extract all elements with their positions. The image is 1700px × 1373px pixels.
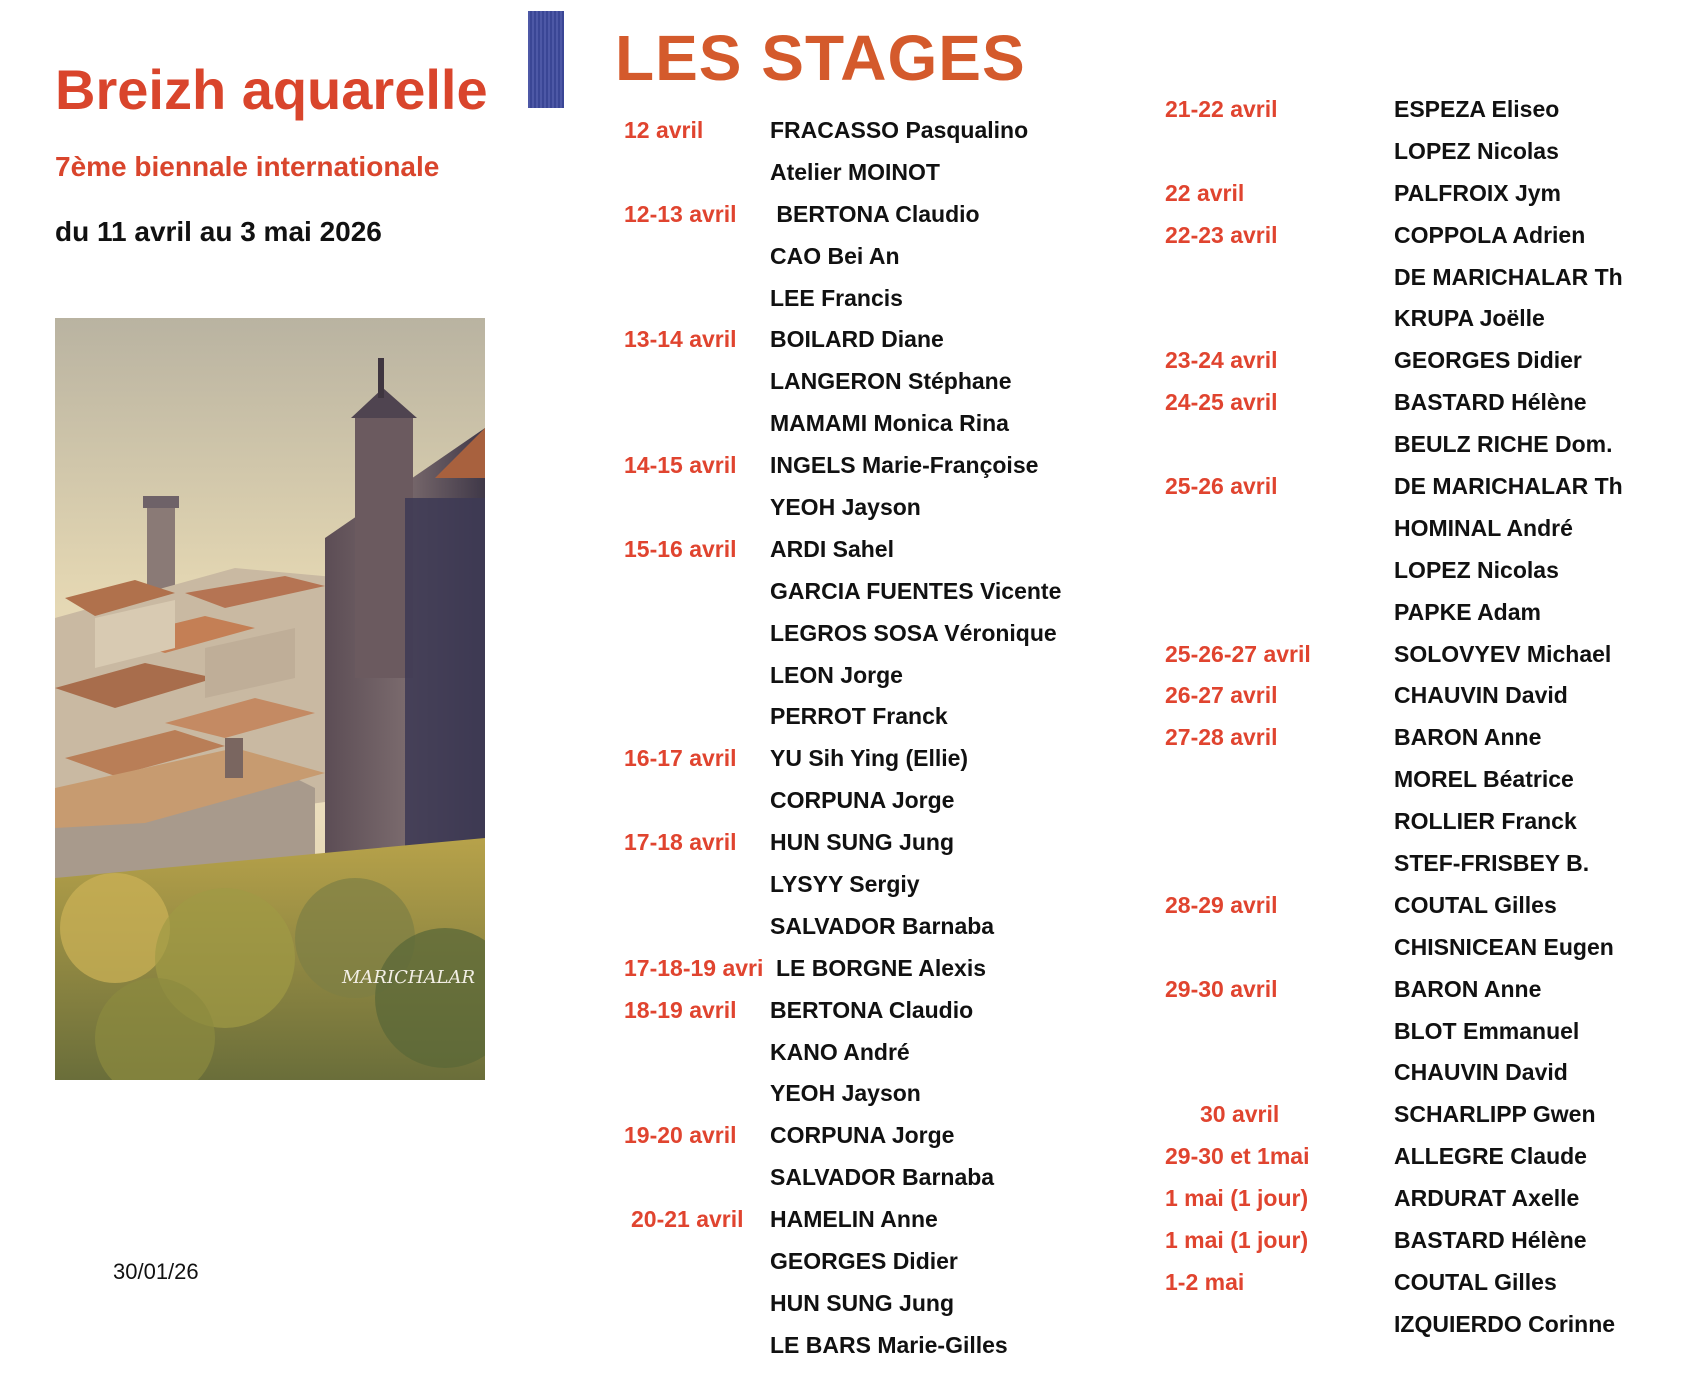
instructor-name: LEGROS SOSA Véronique (770, 619, 1057, 646)
instructor-name: KANO André (770, 1038, 910, 1065)
instructor-name: Atelier MOINOT (770, 158, 940, 185)
instructor-name: COPPOLA Adrien (1394, 221, 1586, 248)
stage-date: 12 avril (624, 117, 704, 143)
stage-date: 1 mai (1 jour) (1165, 1227, 1309, 1254)
instructor-name: GARCIA FUENTES Vicente (770, 577, 1062, 604)
stage-date: 28-29 avril (1165, 891, 1278, 918)
stage-date: 15-16 avril (624, 535, 737, 562)
stage-date: 20-21 avril (631, 1206, 744, 1233)
event-dates: du 11 avril au 3 mai 2026 (55, 216, 382, 247)
instructor-name: HUN SUNG Jung (770, 1289, 954, 1316)
instructor-name: PERROT Franck (770, 703, 948, 730)
stage-date: 26-27 avril (1165, 682, 1278, 709)
stage-date: 25-26-27 avril (1165, 640, 1311, 667)
instructor-name: BLOT Emmanuel (1394, 1017, 1580, 1044)
stage-date: 30 avril (1200, 1101, 1280, 1128)
instructor-name: ARDI Sahel (770, 535, 894, 562)
accent-bar (528, 11, 564, 108)
instructor-name: LANGERON Stéphane (770, 368, 1012, 395)
instructor-name: BASTARD Hélène (1394, 389, 1587, 416)
instructor-name: ARDURAT Axelle (1394, 1185, 1580, 1212)
instructor-name: BERTONA Claudio (770, 996, 974, 1023)
instructor-name: CORPUNA Jorge (770, 787, 955, 814)
instructor-name: MAMAMI Monica Rina (770, 410, 1009, 437)
instructor-name: DE MARICHALAR Th (1394, 473, 1623, 500)
instructor-name: BEULZ RICHE Dom. (1394, 431, 1613, 458)
instructor-name: IZQUIERDO Corinne (1394, 1310, 1616, 1337)
stage-date: 1-2 mai (1165, 1268, 1245, 1295)
stage-date: 25-26 avril (1165, 473, 1278, 500)
instructor-name: BASTARD Hélène (1394, 1227, 1587, 1254)
instructor-name: COUTAL Gilles (1394, 891, 1557, 918)
instructor-name: FRACASSO Pasqualino (770, 117, 1029, 143)
instructor-name: GEORGES Didier (770, 1248, 958, 1275)
instructor-name: PAPKE Adam (1394, 598, 1541, 625)
brand-title: Breizh aquarelle (55, 58, 488, 121)
instructor-name: KRUPA Joëlle (1394, 305, 1545, 332)
instructor-name: STEF-FRISBEY B. (1394, 850, 1590, 877)
instructor-name: COUTAL Gilles (1394, 1268, 1557, 1295)
stage-date: 19-20 avril (624, 1122, 737, 1149)
stage-date: 1 mai (1 jour) (1165, 1185, 1309, 1212)
stage-date: 17-18-19 avri (624, 954, 764, 981)
instructor-name: BOILARD Diane (770, 326, 944, 353)
instructor-name: CHAUVIN David (1394, 1059, 1568, 1086)
instructor-name: BARON Anne (1394, 975, 1542, 1002)
instructor-name: BERTONA Claudio (770, 200, 980, 227)
stage-date: 22 avril (1165, 179, 1245, 206)
stage-date: 17-18 avril (624, 829, 737, 856)
stage-date: 29-30 et 1mai (1165, 1143, 1310, 1170)
instructor-name: LOPEZ Nicolas (1394, 556, 1559, 583)
stage-date: 14-15 avril (624, 452, 737, 479)
instructor-name: ROLLIER Franck (1394, 808, 1577, 835)
instructor-name: SALVADOR Barnaba (770, 1164, 995, 1191)
watercolor-painting (55, 318, 485, 1080)
stage-date: 22-23 avril (1165, 221, 1278, 248)
stage-date: 27-28 avril (1165, 724, 1278, 751)
instructor-name: INGELS Marie-Françoise (770, 452, 1039, 479)
stage-date: 12-13 avril (624, 200, 737, 227)
stages-title: LES STAGES (615, 22, 1026, 94)
stage-date: 24-25 avril (1165, 389, 1278, 416)
instructor-name: SOLOVYEV Michael (1394, 640, 1612, 667)
instructor-name: GEORGES Didier (1394, 347, 1582, 374)
instructor-name: LEE Francis (770, 284, 903, 311)
instructor-name: CORPUNA Jorge (770, 1122, 955, 1149)
instructor-name: LEON Jorge (770, 661, 903, 688)
instructor-name: YEOH Jayson (770, 494, 921, 521)
instructor-name: LOPEZ Nicolas (1394, 137, 1559, 164)
instructor-name: DE MARICHALAR Th (1394, 263, 1623, 290)
stage-date: 21-22 avril (1165, 96, 1278, 122)
stage-date: 13-14 avril (624, 326, 737, 353)
instructor-name: CHISNICEAN Eugen (1394, 933, 1614, 960)
instructor-name: LE BORGNE Alexis (776, 954, 987, 981)
stage-date: 16-17 avril (624, 745, 737, 772)
stage-date: 29-30 avril (1165, 975, 1278, 1002)
instructor-name: SALVADOR Barnaba (770, 912, 995, 939)
stage-date: 23-24 avril (1165, 347, 1278, 374)
instructor-name: HOMINAL André (1394, 514, 1573, 541)
instructor-name: CAO Bei An (770, 242, 900, 269)
instructor-name: LYSYY Sergiy (770, 871, 920, 898)
footer-date: 30/01/26 (113, 1259, 199, 1284)
instructor-name: HAMELIN Anne (770, 1206, 938, 1233)
instructor-name: PALFROIX Jym (1394, 179, 1561, 206)
instructor-name: ALLEGRE Claude (1394, 1143, 1587, 1170)
instructor-name: SCHARLIPP Gwen (1394, 1101, 1596, 1128)
instructor-name: HUN SUNG Jung (770, 829, 954, 856)
instructor-name: MOREL Béatrice (1394, 766, 1574, 793)
instructor-name: ESPEZA Eliseo (1394, 96, 1560, 122)
instructor-name: LE BARS Marie-Gilles (770, 1331, 1008, 1358)
instructor-name: YEOH Jayson (770, 1080, 921, 1107)
stage-date: 18-19 avril (624, 996, 737, 1023)
instructor-name: YU Sih Ying (Ellie) (770, 745, 969, 772)
svg-text:MARICHALAR: MARICHALAR (342, 967, 476, 988)
biennale-subtitle: 7ème biennale internationale (55, 151, 440, 182)
instructor-name: CHAUVIN David (1394, 682, 1568, 709)
instructor-name: BARON Anne (1394, 724, 1542, 751)
